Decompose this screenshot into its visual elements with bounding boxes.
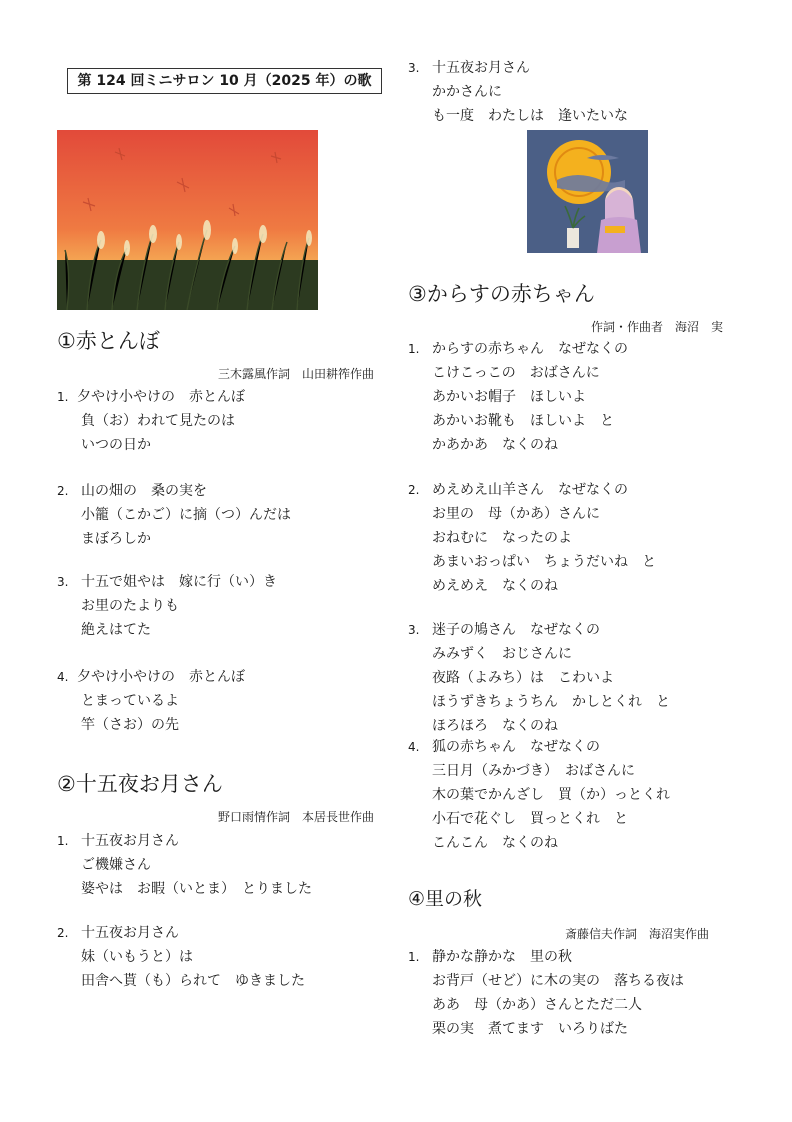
lyric-line: 山の畑の 桑の実を: [81, 483, 207, 499]
verse-number: 3.: [408, 623, 420, 637]
lyric-line: 静かな静かな 里の秋: [432, 949, 572, 965]
lyric-line: いつの日か: [81, 437, 151, 453]
verse: [57, 921, 305, 993]
lyric-line: 夜路（よみち）は こわいよ: [432, 670, 614, 686]
verse: [57, 385, 245, 457]
verse-number: 4.: [57, 670, 69, 684]
verse: [408, 337, 628, 457]
lyric-line: 栗の実 煮てます いろりばた: [432, 1021, 628, 1037]
lyric-line: お里のたよりも: [81, 598, 179, 614]
lyric-line: こんこん なくのね: [432, 835, 558, 851]
verse: [408, 945, 684, 1041]
page-title: 第 124 回ミニサロン 10 月（2025 年）の歌: [67, 68, 382, 94]
verse: [408, 478, 656, 598]
lyric-line: 十五夜お月さん: [81, 833, 179, 849]
verse-number: 1.: [408, 950, 420, 964]
song-credit-sato-no-aki: 斎藤信夫作詞 海沼実作曲: [564, 927, 709, 941]
verse-number: 2.: [408, 483, 420, 497]
verse: [408, 618, 670, 738]
lyric-line: 木の葉でかんざし 買（か）っとくれ: [432, 787, 670, 803]
lyric-line: お里の 母（かあ）さんに: [432, 506, 600, 522]
lyric-line: あまいおっぱい ちょうだいね と: [432, 554, 656, 570]
verse: [57, 829, 312, 901]
lyric-line: とまっているよ: [81, 693, 179, 709]
song-credit-akatonbo: 三木露風作詞 山田耕筰作曲: [217, 367, 374, 381]
verse-number: 1.: [57, 390, 69, 404]
lyric-line: あかいお靴も ほしいよ と: [432, 413, 614, 429]
lyric-line: 絶えはてた: [81, 622, 151, 638]
lyric-line: ああ 母（かあ）さんとただ二人: [432, 997, 642, 1013]
lyric-line: 竿（さお）の先: [81, 717, 179, 733]
lyric-line: こけこっこの おばさんに: [432, 365, 600, 381]
lyric-line: 小籠（こかご）に摘（つ）んだは: [81, 507, 291, 523]
lyric-line: 十五で姐やは 嫁に行（い）き: [81, 574, 277, 590]
verse-number: 1.: [57, 834, 69, 848]
song-title-karasu: ③からすの赤ちゃん: [408, 282, 595, 306]
song-title-akatonbo: ①赤とんぼ: [57, 329, 160, 353]
lyric-line: 三日月（みかづき） おばさんに: [432, 763, 635, 779]
verse-number: 3.: [57, 575, 69, 589]
verse-number: 4.: [408, 740, 420, 754]
lyric-line: 小石で花ぐし 買っとくれ と: [432, 811, 628, 827]
lyric-line: 狐の赤ちゃん なぜなくの: [432, 739, 600, 755]
lyric-line: 十五夜お月さん: [81, 925, 179, 941]
lyric-line: ほろほろ なくのね: [432, 718, 558, 734]
verse: [408, 735, 670, 855]
lyric-line: ほうずきちょうちん かしとくれ と: [432, 694, 670, 710]
song-title-jugoya: ②十五夜お月さん: [57, 772, 223, 796]
dragonfly-sunset-illustration: [57, 130, 318, 310]
verse-number: 3.: [408, 61, 420, 75]
lyric-line: おねむに なったのよ: [432, 530, 572, 546]
verse: [57, 665, 245, 737]
lyric-line: めえめえ山羊さん なぜなくの: [432, 482, 628, 498]
lyric-line: かかさんに: [432, 84, 502, 100]
lyric-line: まぼろしか: [81, 531, 151, 547]
moon-viewing-girl-illustration: [527, 130, 648, 253]
song-title-sato-no-aki: ④里の秋: [408, 888, 483, 910]
lyric-line: 十五夜お月さん: [432, 60, 530, 76]
verse-number: 2.: [57, 484, 69, 498]
verse: [408, 56, 628, 128]
song-credit-karasu: 作詞・作曲者 海沼 実: [590, 320, 723, 334]
lyric-line: 負（お）われて見たのは: [81, 413, 235, 429]
verse-number: 2.: [57, 926, 69, 940]
lyric-line: 妹（いもうと）は: [81, 949, 193, 965]
lyric-line: も一度 わたしは 逢いたいな: [432, 108, 628, 124]
lyric-line: お背戸（せど）に木の実の 落ちる夜は: [432, 973, 684, 989]
verse: [57, 479, 291, 551]
lyric-line: めえめえ なくのね: [432, 578, 558, 594]
verse: [57, 570, 277, 642]
lyric-line: かあかあ なくのね: [432, 437, 558, 453]
lyric-line: あかいお帽子 ほしいよ: [432, 389, 586, 405]
lyric-line: 田舎へ貰（も）られて ゆきました: [81, 973, 305, 989]
lyric-line: みみずく おじさんに: [432, 646, 572, 662]
song-credit-jugoya: 野口雨情作詞 本居長世作曲: [217, 810, 374, 824]
lyric-line: 夕やけ小やけの 赤とんぼ: [77, 669, 245, 685]
lyric-line: 夕やけ小やけの 赤とんぼ: [77, 389, 245, 405]
verse-number: 1.: [408, 342, 420, 356]
lyric-line: からすの赤ちゃん なぜなくの: [432, 341, 628, 357]
lyric-line: 迷子の鳩さん なぜなくの: [432, 622, 600, 638]
lyric-line: ご機嫌さん: [81, 857, 151, 873]
lyric-line: 婆やは お暇（いとま） とりました: [81, 881, 312, 897]
